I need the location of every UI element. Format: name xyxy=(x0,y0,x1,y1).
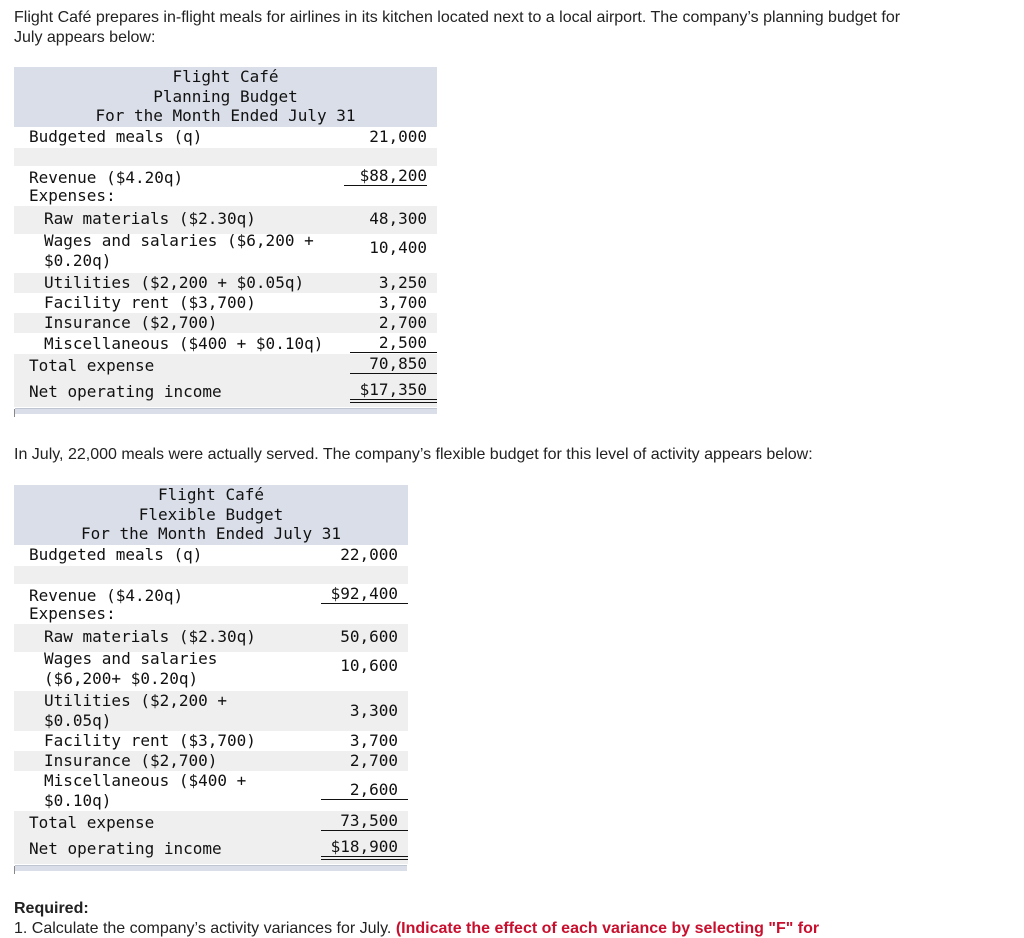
required-instruction: 1. Calculate the company’s activity variances for July. (Indicate the effect of each variance by selecting "F" for xyxy=(14,920,820,937)
flexible-item: Insurance ($2,700) 2,700 xyxy=(14,751,408,771)
flexible-spacer xyxy=(14,566,408,584)
flexible-title: Flight Café xyxy=(158,485,264,504)
planning-item: Miscellaneous ($400 + $0.10q) 2,500 xyxy=(14,333,437,354)
flexible-total-row: Total expense 73,500 xyxy=(14,811,408,836)
planning-subtitle: Planning Budget xyxy=(153,86,298,106)
flexible-subtitle: Flexible Budget xyxy=(138,504,284,524)
planning-period: For the Month Ended July 31 xyxy=(95,106,356,126)
flexible-period: For the Month Ended July 31 xyxy=(80,524,342,544)
flexible-item: Facility rent ($3,700) 3,700 xyxy=(44,731,398,750)
planning-item: Utilities ($2,200 + $0.05q) 3,250 xyxy=(14,273,437,293)
planning-revenue-row: Revenue ($4.20q) $88,200 xyxy=(29,166,427,187)
planning-total-row: Total expense 70,850 xyxy=(14,354,437,379)
planning-item: Facility rent ($3,700) 3,700 xyxy=(44,293,427,312)
planning-spacer xyxy=(14,148,437,166)
flexible-footer-bar xyxy=(15,865,407,871)
flexible-meals-row: Budgeted meals (q) 22,000 xyxy=(29,545,398,564)
planning-expenses-row: Expenses: xyxy=(29,186,116,205)
flexible-item: Utilities ($2,200 + $0.05q) 3,300 xyxy=(14,691,408,731)
planning-item: Raw materials ($2.30q) 48,300 xyxy=(14,206,437,234)
planning-item: Insurance ($2,700) 2,700 xyxy=(14,313,437,333)
planning-noi-row: Net operating income $17,350 xyxy=(14,379,437,407)
flexible-item: Raw materials ($2.30q) 50,600 xyxy=(14,624,408,652)
flexible-budget-table xyxy=(14,485,408,864)
planning-budget-table xyxy=(14,67,437,407)
planning-header xyxy=(14,67,437,127)
planning-title: Flight Café xyxy=(172,67,279,86)
planning-item: Wages and salaries ($6,200 + $0.20q) 10,400 xyxy=(44,231,427,270)
flexible-header xyxy=(14,485,408,545)
intro-paragraph-2: In July, 22,000 meals were actually served. The company’s flexible budget for this level of activity appears below: xyxy=(14,446,813,463)
planning-meals-row: Budgeted meals (q) 21,000 xyxy=(29,127,427,146)
flexible-revenue-row: Revenue ($4.20q) $92,400 xyxy=(14,584,408,612)
flexible-expenses-row: Expenses: xyxy=(29,604,116,623)
required-heading: Required: xyxy=(14,900,89,917)
planning-footer-bar xyxy=(15,408,437,414)
flexible-noi-row: Net operating income $18,900 xyxy=(14,836,408,864)
flexible-item: Miscellaneous ($400 + $0.10q) 2,600 xyxy=(14,771,408,811)
flexible-item: Wages and salaries ($6,200+ $0.20q) 10,600 xyxy=(44,649,398,688)
intro-paragraph: Flight Café prepares in-flight meals for airlines in its kitchen located next to a local airport. The company’s planning budget for July appears below: xyxy=(14,9,901,46)
